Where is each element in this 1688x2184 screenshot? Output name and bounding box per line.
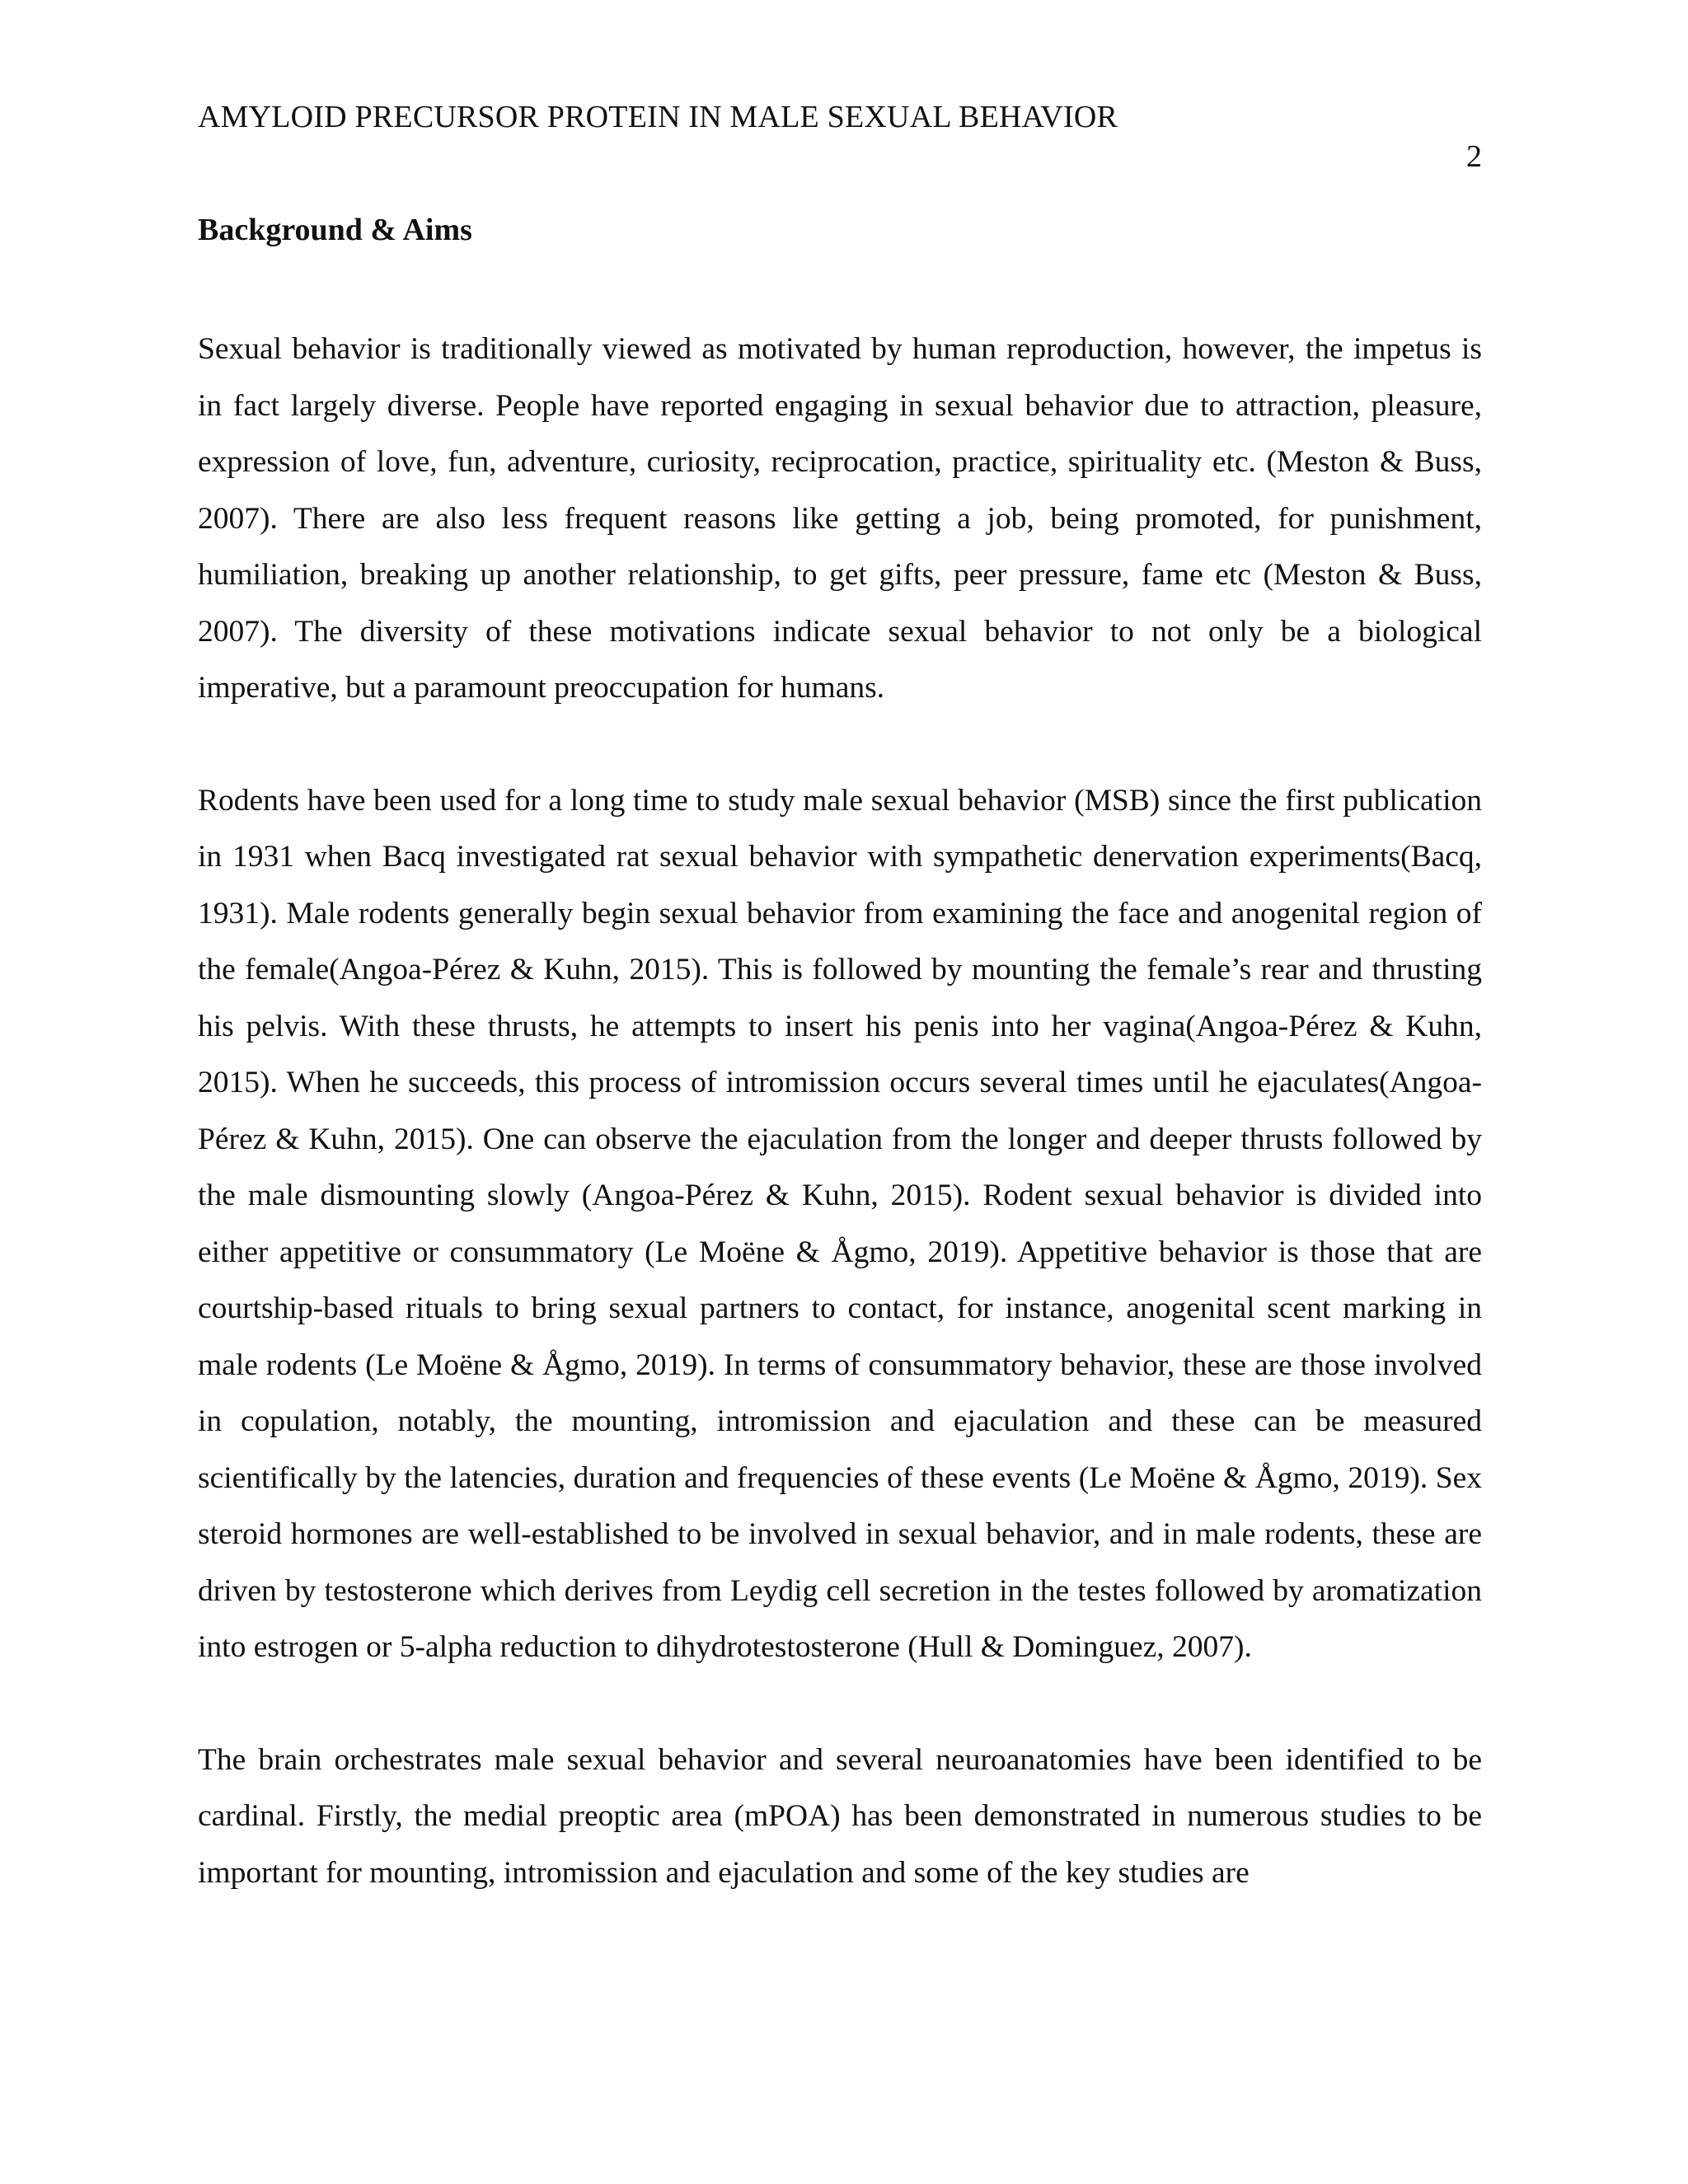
- section-heading: Background & Aims: [198, 213, 472, 247]
- running-head: AMYLOID PRECURSOR PROTEIN IN MALE SEXUAL BEHAVIOR: [198, 100, 1118, 134]
- page-number: 2: [1466, 139, 1482, 174]
- paragraph: Rodents have been used for a long time to study male sexual behavior (MSB) since the first publication in 1931 when Bacq investigated rat sexual behavior with sympathetic denervation experiments(Bacq, 1931). Male rodents generally begin sexual behavior from examining the face and anogenital region of the female(Angoa-Pérez & Kuhn, 2015). This is followed by mounting the female’s rear and thrusting his pelvis. With these thrusts, he attempts to insert his penis into her vagina(Angoa-Pérez & Kuhn, 2015). When he succeeds, this process of intromission occurs several times until he ejaculates(Angoa-Pérez & Kuhn, 2015). One can observe the ejaculation from the longer and deeper thrusts followed by the male dismounting slowly (Angoa-Pérez & Kuhn, 2015). Rodent sexual behavior is divided into either appetitive or consummatory (Le Moëne & Ågmo, 2019). Appetitive behavior is those that are courtship-based rituals to bring sexual partners to contact, for instance, anogenital scent marking in male rodents (Le Moëne & Ågmo, 2019). In terms of consummatory behavior, these are those involved in copulation, notably, the mounting, intromission and ejaculation and these can be measured scientifically by the latencies, duration and frequencies of these events (Le Moëne & Ågmo, 2019). Sex steroid hormones are well-established to be involved in sexual behavior, and in male rodents, these are driven by testosterone which derives from Leydig cell secretion in the testes followed by aromatization into estrogen or 5-alpha reduction to dihydrotestosterone (Hull & Dominguez, 2007).: [198, 783, 1482, 1664]
- body-text: [198, 321, 1482, 1957]
- paragraph: The brain orchestrates male sexual behavior and several neuroanatomies have been identified to be cardinal. Firstly, the medial preoptic area (mPOA) has been demonstrated in numerous studies to be important for mounting, intromission and ejaculation and some of the key studies are: [198, 1742, 1482, 1890]
- paragraph: Sexual behavior is traditionally viewed as motivated by human reproduction, however, the impetus is in fact largely diverse. People have reported engaging in sexual behavior due to attraction, pleasure, expression of love, fun, adventure, curiosity, reciprocation, practice, spirituality etc. (Meston & Buss, 2007). There are also less frequent reasons like getting a job, being promoted, for punishment, humiliation, breaking up another relationship, to get gifts, peer pressure, fame etc (Meston & Buss, 2007). The diversity of these motivations indicate sexual behavior to not only be a biological imperative, but a paramount preoccupation for humans.: [198, 332, 1482, 705]
